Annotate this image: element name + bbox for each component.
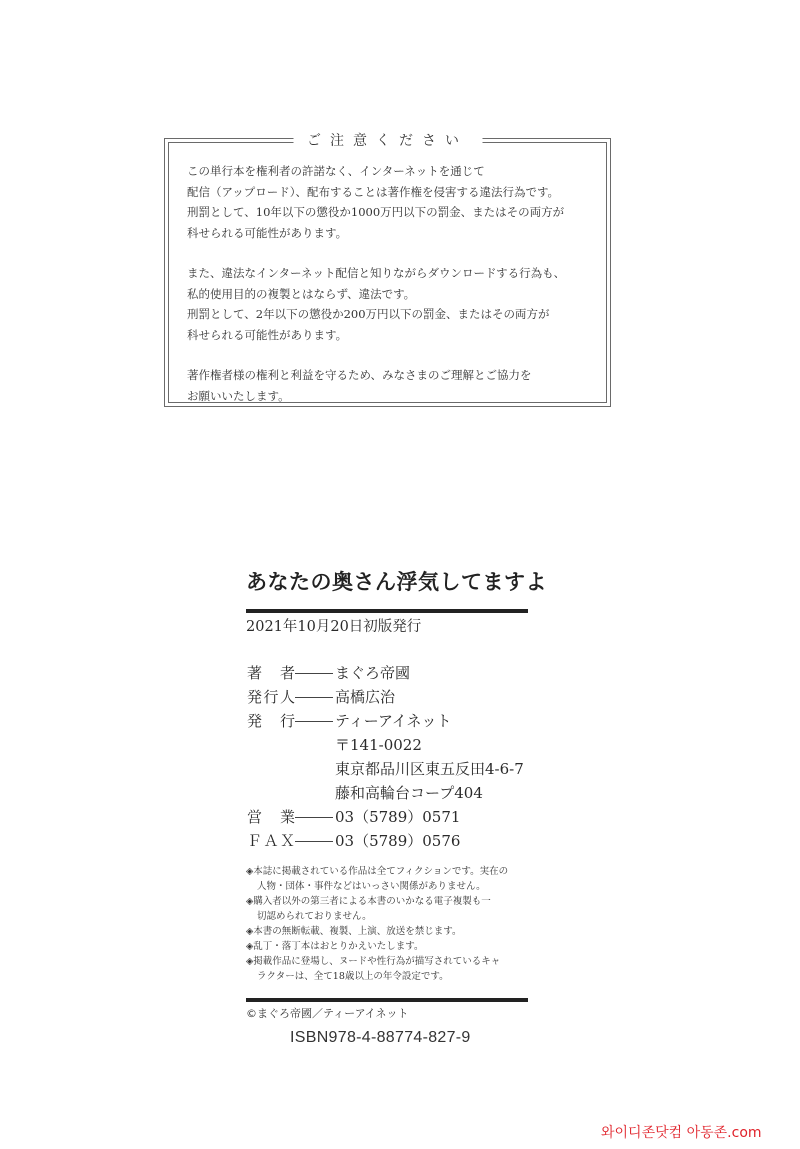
notice-line: 刑罰として、2年以下の懲役か200万円以下の罰金、またはその両方が bbox=[187, 307, 550, 321]
notice-line: 科せられる可能性があります。 bbox=[187, 327, 348, 342]
dash-leader bbox=[295, 661, 333, 674]
credit-publisher bbox=[247, 709, 524, 733]
credit-value: まぐろ帝國 bbox=[335, 664, 411, 682]
note-fiction: ◈本誌に掲載されている作品は全てフィクションです。実在の bbox=[246, 866, 509, 877]
note-reproduction: ◈本書の無断転載、複製、上演、放送を禁じます。 bbox=[246, 926, 462, 937]
notice-paragraph-request bbox=[187, 365, 596, 406]
contact-label: 営 業 bbox=[247, 808, 295, 826]
notice-line: お願いいたします。 bbox=[187, 388, 290, 403]
note-digital-copy-cont: 切認められておりません。 bbox=[257, 911, 372, 922]
contact-value: 03（5789）0571 bbox=[335, 808, 461, 826]
notice-paragraph-upload bbox=[187, 161, 596, 243]
address-building: 藤和高輪台コープ404 bbox=[335, 784, 483, 802]
note-age-cont: ラクターは、全て18歳以上の年令設定です。 bbox=[257, 971, 449, 982]
note-fiction-cont: 人物・団体・事件などはいっさい関係がありません。 bbox=[257, 881, 486, 892]
dash-leader bbox=[295, 829, 333, 842]
isbn: ISBN978-4-88774-827-9 bbox=[290, 1029, 471, 1046]
book-title: あなたの奥さん浮気してますよ bbox=[246, 569, 547, 594]
credit-label: 著 者 bbox=[247, 664, 295, 682]
dash-leader bbox=[295, 709, 333, 722]
copyright-rule bbox=[246, 998, 528, 1002]
title-rule bbox=[246, 609, 528, 613]
edition-date: 2021年10月20日初版発行 bbox=[246, 619, 422, 635]
notice-line: 刑罰として、10年以下の懲役か1000万円以下の罰金、またはその両方が bbox=[187, 205, 565, 219]
credit-value: ティーアイネット bbox=[335, 712, 452, 730]
contact-value: 03（5789）0576 bbox=[335, 832, 461, 850]
copyright-notice-box bbox=[164, 133, 611, 407]
notice-title: ご注意ください bbox=[293, 130, 482, 150]
notice-line: 配信（アップロード）、配布することは著作権を侵害する違法行為です。 bbox=[187, 184, 560, 199]
credit-label: 発行人 bbox=[247, 688, 295, 706]
address-street: 東京都品川区東五反田4-6-7 bbox=[335, 760, 524, 778]
contact-fax bbox=[247, 829, 524, 853]
notice-line: 著作権者様の権利と利益を守るため、みなさまのご理解とご協力を bbox=[187, 368, 532, 382]
legal-notes bbox=[246, 864, 536, 984]
credit-label: 発 行 bbox=[247, 712, 295, 730]
note-misprint: ◈乱丁・落丁本はおとりかえいたします。 bbox=[246, 941, 424, 952]
copyright-line: ©まぐろ帝國／ティーアイネット bbox=[246, 1007, 409, 1020]
contact-sales bbox=[247, 805, 524, 829]
notice-line: 科せられる可能性があります。 bbox=[187, 225, 348, 240]
note-digital-copy: ◈購入者以外の第三者による本書のいかなる電子複製も一 bbox=[246, 896, 491, 907]
credit-publisher-person bbox=[247, 685, 524, 709]
credit-value: 高橋広治 bbox=[335, 688, 396, 706]
address-postal: 〒141-0022 bbox=[335, 736, 422, 754]
notice-paragraph-download bbox=[187, 263, 596, 345]
watermark-text: 와이디존닷컴 아동존.com bbox=[601, 1125, 762, 1141]
dash-leader bbox=[295, 685, 333, 698]
notice-line: この単行本を権利者の許諾なく、インターネットを通じて bbox=[187, 164, 485, 178]
contact-label: ＦＡＸ bbox=[247, 832, 295, 850]
credits-block bbox=[247, 661, 524, 853]
notice-line: また、違法なインターネット配信と知りながらダウンロードする行為も、 bbox=[187, 266, 566, 280]
credit-author bbox=[247, 661, 524, 685]
dash-leader bbox=[295, 805, 333, 818]
notice-line: 私的使用目的の複製とはならず、違法です。 bbox=[187, 286, 416, 301]
note-age: ◈掲載作品に登場し、ヌードや性行為が描写されているキャ bbox=[246, 956, 501, 967]
notice-body bbox=[187, 161, 596, 426]
